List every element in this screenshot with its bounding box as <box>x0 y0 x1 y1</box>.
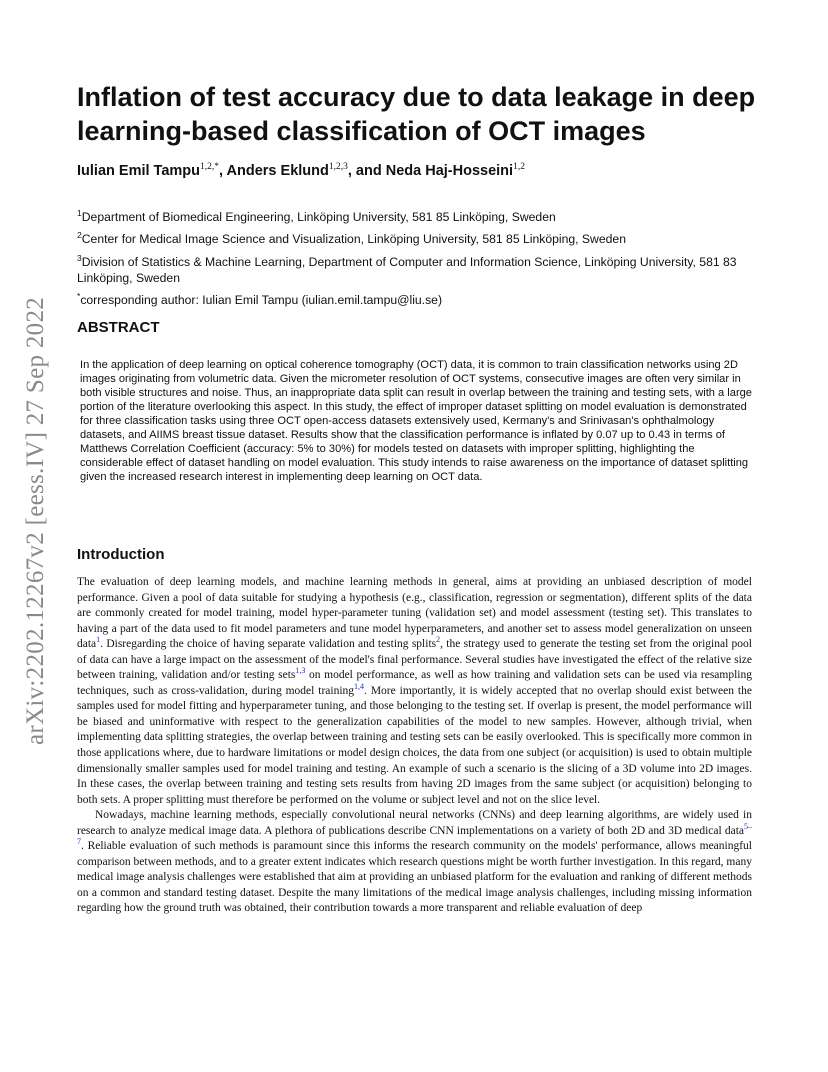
arxiv-identifier: arXiv:2202.12267v2 [eess.IV] 27 Sep 2022 <box>22 296 49 745</box>
affiliation-item <box>77 227 777 247</box>
affiliation-text: corresponding author: Iulian Emil Tampu (iulian.emil.tampu@liu.se) <box>80 293 443 308</box>
citation-link[interactable]: 1,4 <box>354 682 365 691</box>
introduction-body <box>77 575 752 917</box>
author-affiliation-marker: 1,2,* <box>200 162 219 172</box>
author-affiliation-marker: 1,2 <box>513 162 525 172</box>
introduction-heading: Introduction <box>77 546 165 563</box>
citation-link[interactable]: 1,3 <box>295 666 306 676</box>
body-text: , the strategy used to generate the testing set from the original pool of data can have a large impact on the assessment of the model's final performance. Several studies have investigated the effect of the relative size between training, validation and/or testing sets <box>77 638 753 682</box>
author-name: Iulian Emil Tampu <box>77 162 200 179</box>
affiliation-item <box>77 288 777 308</box>
body-text: Nowadays, machine learning methods, especially convolutional neural networks (CNNs) and deep learning algorithms, are widely used in research to analyze medical image data. A plethora of publications describe CNN implementations on a variety of both 2D and 3D medical data <box>77 809 752 837</box>
body-text: on model performance, as well as how training and validation sets can be used via resampling techniques, such as cross-validation, during model training <box>77 669 752 697</box>
citation-link[interactable]: 1 <box>96 635 101 645</box>
citation-link[interactable]: 2 <box>436 635 441 645</box>
affiliation-marker: 3 <box>77 252 82 263</box>
affiliation-text: Center for Medical Image Science and Visualization, Linköping University, 581 85 Linköping, Sweden <box>81 232 626 247</box>
affiliation-marker: 2 <box>77 230 82 241</box>
affiliation-item <box>77 250 777 286</box>
body-text: . More importantly, it is widely accepted that no overlap should exist between the samples used for model fitting and hyperparameter tuning, and those belonging to the testing set. If overlap is present, the model performance will be biased and uninformative with respect to the generalization capabilities of the model to new samples. However, although trivial, when implementing data splitting strategies, the overlap between training and testing sets can be easily overlooked. This is specifically more common in those applications where, due to hardware limitations or model design choices, the data from one subject (or acquisition) is used to obtain multiple dimensionally smaller samples used for model training and testing. An example of such a scenario is the slicing of a 3D volume into 2D images. In these cases, the overlap between training and testing sets results from having 2D images from the same subject (or acquisition) belonging to both sets. A proper splitting must therefore be performed on the volume or subject level and not on the slice level. <box>77 684 752 806</box>
author-affiliation-marker: 1,2,3 <box>328 162 348 172</box>
affiliation-text: Department of Biomedical Engineering, Linköping University, 581 85 Linköping, Sweden <box>81 210 556 225</box>
affiliation-list <box>77 205 777 310</box>
body-paragraph <box>77 808 752 917</box>
body-text: . Disregarding the choice of having separate validation and testing splits <box>100 638 437 651</box>
affiliation-marker: 1 <box>77 208 82 218</box>
author-list: Iulian Emil Tampu$^{1,2,*}$, Anders Eklund$^{1,2,3}$, and Neda Haj-Hosseini$^{1,2}$ <box>77 162 525 179</box>
paper-title: Inflation of test accuracy due to data leakage in deep learning-based classification of OCT images <box>77 82 756 146</box>
citation-link[interactable]: 5–7 <box>77 821 752 847</box>
affiliation-item <box>77 205 777 225</box>
affiliation-text: Division of Statistics & Machine Learning, Department of Computer and Information Science, Linköping University, 581 83 Linköping, Sweden <box>77 254 737 285</box>
body-paragraph <box>77 575 752 808</box>
abstract-text: In the application of deep learning on optical coherence tomography (OCT) data, it is common to train classification networks using 2D images originating from volumetric data. Given the micrometer resolution of OCT systems, consecutive images are often very similar in both visible structures and noise. Thus, an inappropriate data split can result in overlap between the training and testing sets, with a large portion of the literature overlooking this aspect. In this study, the effect of improper dataset splitting on model evaluation is demonstrated for three classification tasks using three OCT open-access datasets extensively used, Kermany's and Srinivasan's ophthalmology datasets, and AIIMS breast tissue dataset. Results show that the classification performance is inflated by 0.07 up to 0.43 in terms of Matthews Correlation Coefficient (accuracy: 5% to 30%) for models tested on datasets with improper splitting, highlighting the considerable effect of dataset handling on model evaluation. This study intends to raise awareness on the importance of dataset splitting given the increased research interest in implementing deep learning on OCT data. <box>80 359 752 484</box>
affiliation-marker: * <box>77 291 81 301</box>
body-text: . Reliable evaluation of such methods is paramount since this informs the research community on the models' performance, allows meaningful comparison between methods, and to a greater extent indicates which research questions might be worth further investigation. In this regard, many medical image analysis challenges were established that aim at providing an unbiased platform for the evaluation and ranking of different methods on a common and standard testing dataset. Despite the many limitations of the medical image analysis challenges, including missing information regarding how the ground truth was obtained, their contribution towards a more transparent and reliable evaluation of deep <box>77 840 752 915</box>
abstract-heading: ABSTRACT <box>77 319 160 336</box>
author-name: Anders Eklund <box>226 162 329 179</box>
body-text: The evaluation of deep learning models, and machine learning methods in general, aims at providing an unbiased description of model performance. Given a pool of data suitable for studying a hypothesis (e.g., classification, regression or segmentation), different splits of the data are commonly created for model training, model hyper-parameter tuning (validation set) and model assessment (testing set). This translates to having a part of the data used to fit model parameters and tune model hyperparameters, and another set to assess model generalization on unseen data <box>77 576 752 651</box>
author-name: Neda Haj-Hosseini <box>385 162 514 179</box>
